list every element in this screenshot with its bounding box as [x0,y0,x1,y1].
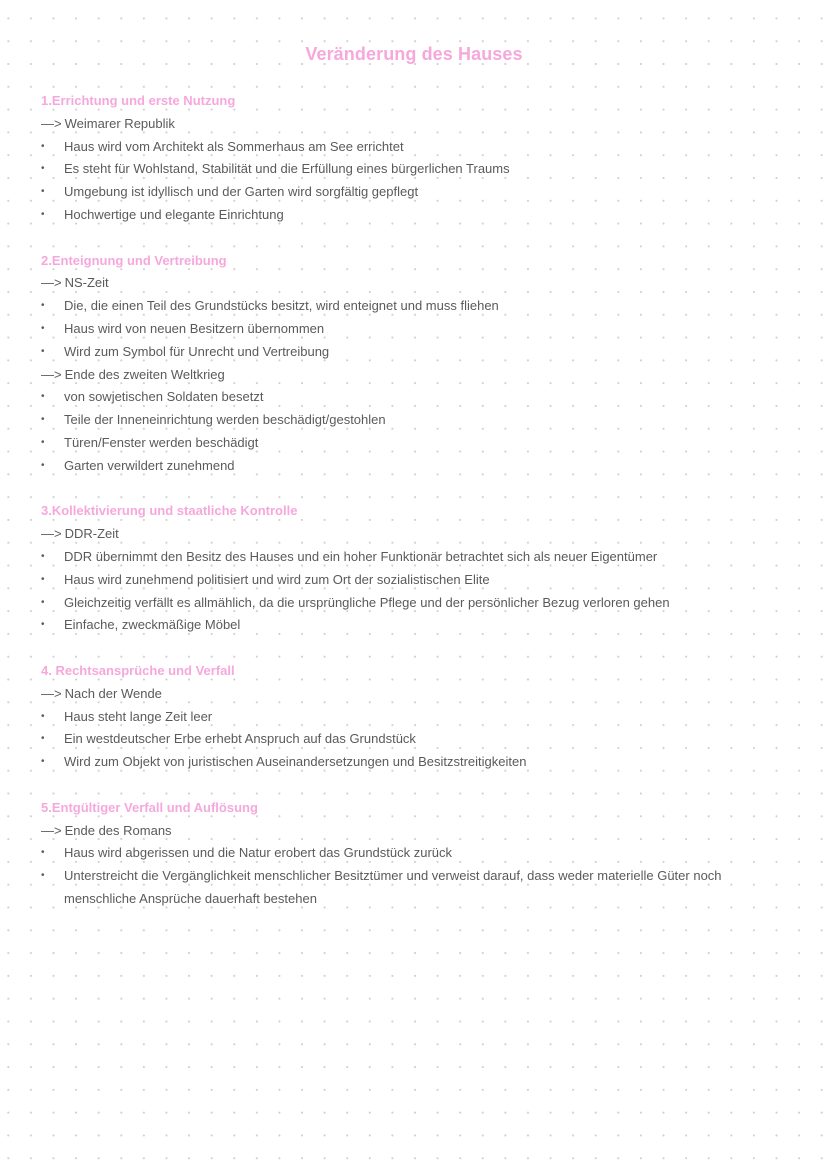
list-item [41,842,801,865]
list-item-text: Umgebung ist idyllisch und der Garten wird sorgfältig gepflegt [64,184,419,200]
list-item-text: Haus wird zunehmend politisiert und wird zum Ort der sozialistischen Elite [64,571,490,587]
list-item-text: Haus wird von neuen Besitzern übernommen [64,320,325,336]
bullet-icon: • [41,322,45,334]
list-item [41,136,801,159]
list-item [41,432,801,455]
bullet-icon: • [41,391,45,403]
period-label: Weimarer Republik [64,115,175,131]
section-heading: 3.Kollektivierung und staatliche Kontrolle [41,503,298,519]
bullet-icon: • [41,140,45,152]
period-label: Nach der Wende [64,685,162,701]
list-item-text: Haus steht lange Zeit leer [64,708,213,724]
list-item [41,386,801,409]
list-item-text: Einfache, zweckmäßige Möbel [64,617,241,633]
list-item-text: von sowjetischen Soldaten besetzt [64,389,264,405]
note-content [41,90,801,933]
bullet-icon: • [41,710,45,722]
list-item-text: Unterstreicht die Vergänglichkeit menschlicher Besitztümer und verweist darauf, dass weder materielle Güter noch [64,868,722,884]
period-line [41,523,801,546]
section-verfall [41,797,801,911]
list-item-text: Haus wird abgerissen und die Natur erobert das Grundstück zurück [64,845,453,861]
bullet-icon: • [41,550,45,562]
section-heading: 1.Errichtung und erste Nutzung [41,93,236,108]
bullet-icon: • [41,573,45,585]
list-item [41,592,801,615]
section-errichtung [41,90,801,227]
period-label: NS-Zeit [64,275,109,291]
section-heading: 2.Enteignung und Vertreibung [41,252,227,268]
list-item [41,614,801,637]
period-label: Ende des Romans [64,822,172,838]
bullet-icon: • [41,733,45,745]
list-item [41,865,801,888]
bullet-icon: • [41,459,45,471]
bullet-icon: • [41,436,45,448]
list-item-text: Wird zum Symbol für Unrecht und Vertreibung [64,343,330,359]
section-heading: 5.Entgültiger Verfall und Auflösung [41,799,258,815]
period-line [41,364,801,387]
period-label: Ende des zweiten Weltkrieg [64,366,225,382]
list-item [41,569,801,592]
arrow-icon: —> [41,366,62,382]
list-item [41,546,801,569]
period-label: DDR-Zeit [64,526,119,542]
bullet-icon: • [41,163,45,175]
list-item-text: Ein westdeutscher Erbe erhebt Anspruch auf das Grundstück [64,731,416,747]
section-rechtsansprueche [41,660,801,774]
list-item [41,318,801,341]
page-title: Veränderung des Hauses [305,44,523,64]
list-item [41,341,801,364]
list-item-text: Die, die einen Teil des Grundstücks besitzt, wird enteignet und muss fliehen [64,298,499,314]
list-item [41,409,801,432]
bullet-icon: • [41,208,45,220]
list-item [41,706,801,729]
bullet-icon: • [41,619,45,631]
arrow-icon: —> [41,526,62,542]
arrow-icon: —> [41,822,62,838]
list-item-text: Wird zum Objekt von juristischen Auseinandersetzungen und Besitzstreitigkeiten [64,754,527,770]
bullet-icon: • [41,186,45,198]
list-item-continuation: menschliche Ansprüche dauerhaft bestehen [64,890,317,906]
list-item [41,204,801,227]
list-item [41,455,801,478]
bullet-icon: • [41,870,45,882]
list-item-text: Haus wird vom Architekt als Sommerhaus am See errichtet [64,138,404,154]
bullet-icon: • [41,300,45,312]
list-item [41,728,801,751]
list-item-text: Hochwertige und elegante Einrichtung [64,206,284,222]
list-item [41,181,801,204]
section-enteignung [41,250,801,478]
section-heading: 4. Rechtsansprüche und Verfall [41,662,235,678]
list-item-text: Türen/Fenster werden beschädigt [64,434,259,450]
period-line [41,820,801,843]
list-item [41,751,801,774]
list-item-text: Gleichzeitig verfällt es allmählich, da die ursprüngliche Pflege und der persönlicher Bezug verloren gehen [64,594,670,610]
bullet-icon: • [41,847,45,859]
period-line [41,113,801,136]
period-line [41,272,801,295]
arrow-icon: —> [41,275,62,291]
list-item-text: Garten verwildert zunehmend [64,457,235,473]
list-item-text: Es steht für Wohlstand, Stabilität und die Erfüllung eines bürgerlichen Traums [64,161,510,177]
period-line [41,683,801,706]
list-item-text: DDR übernimmt den Besitz des Hauses und ein hoher Funktionär betrachtet sich als neuer Eigentümer [64,548,658,564]
list-item [41,295,801,318]
bullet-icon: • [41,414,45,426]
list-item-text: Teile der Inneneinrichtung werden beschädigt/gestohlen [64,412,386,428]
list-item [41,158,801,181]
bullet-icon: • [41,345,45,357]
bullet-icon: • [41,756,45,768]
arrow-icon: —> [41,115,62,131]
arrow-icon: —> [41,685,62,701]
bullet-icon: • [41,596,45,608]
section-kollektivierung [41,500,801,637]
